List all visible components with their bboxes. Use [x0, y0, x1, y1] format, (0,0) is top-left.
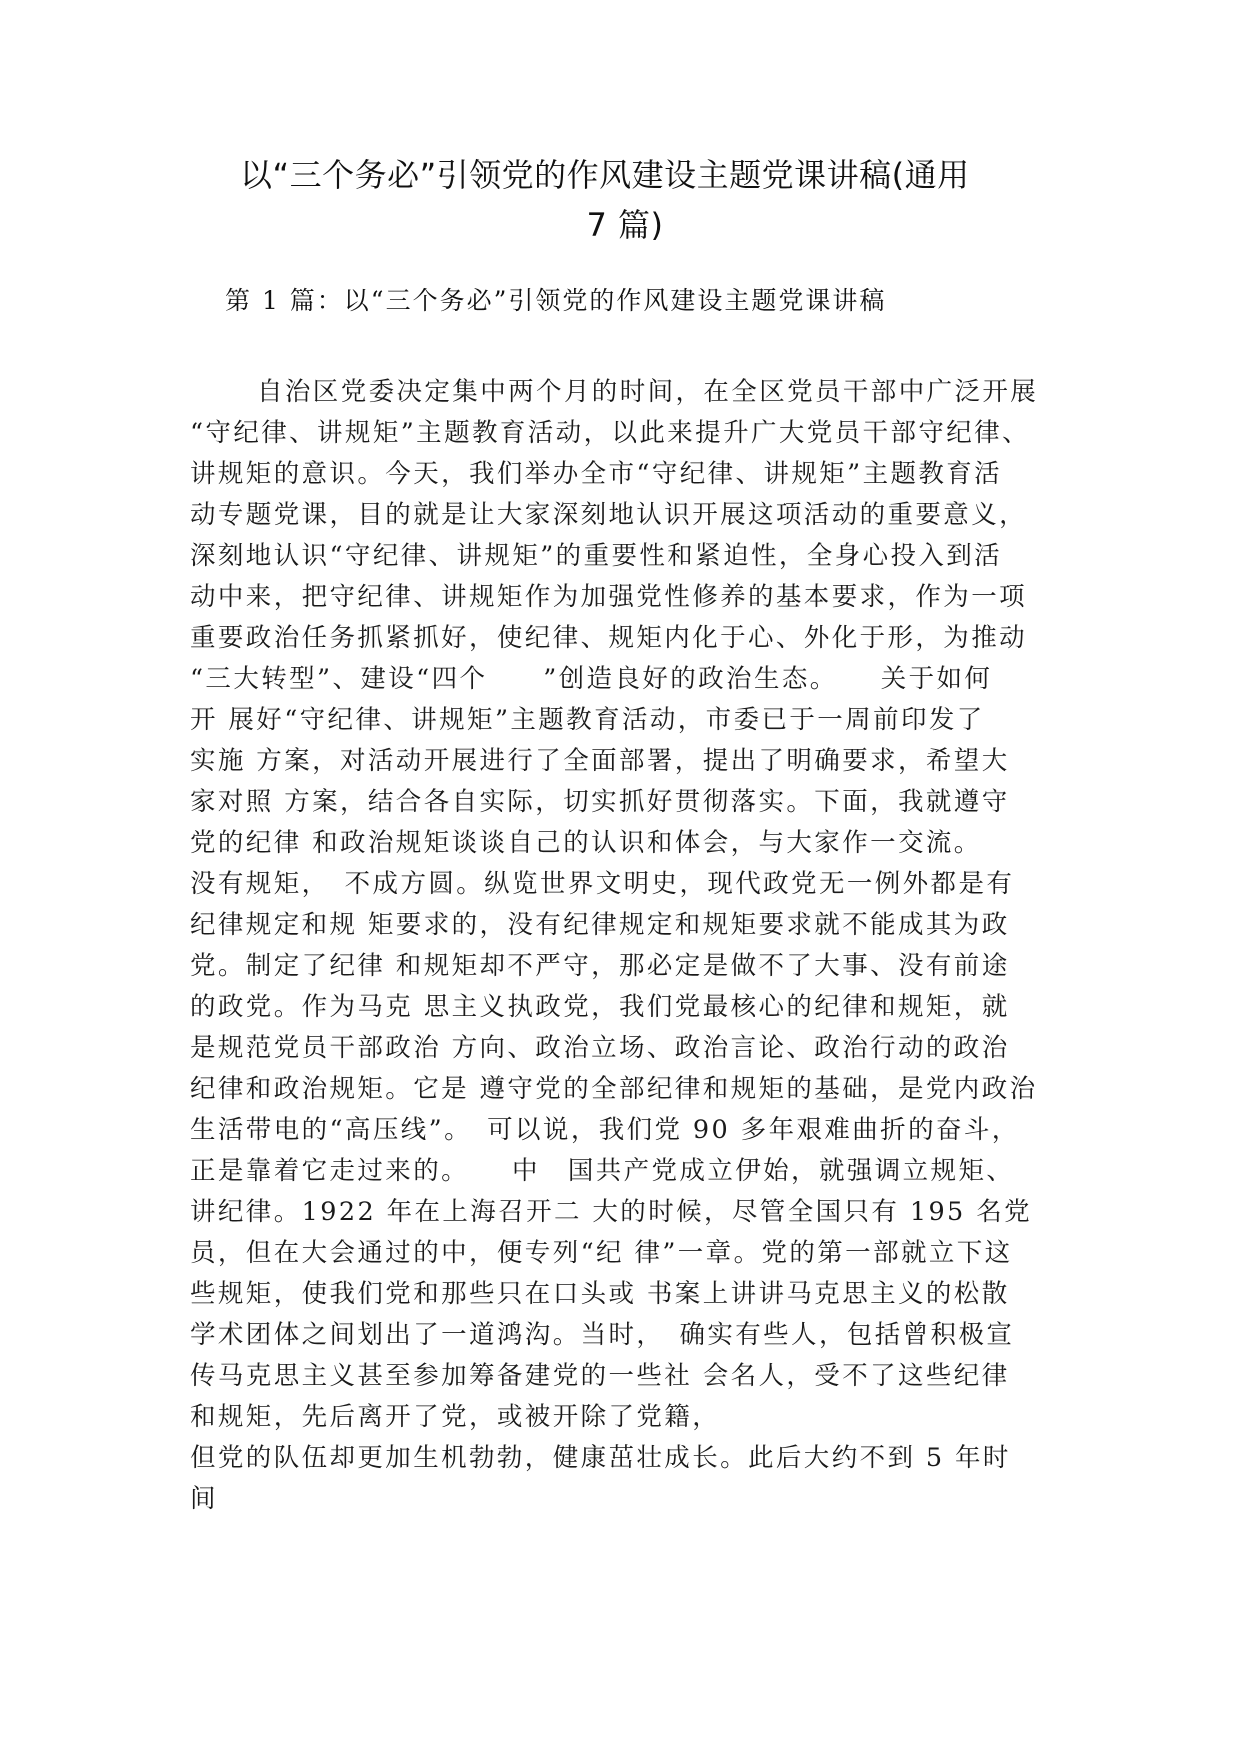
body-line: 家对照 方案，结合各自实际，切实抓好贯彻落实。下面，我就遵守 — [190, 787, 1010, 817]
body-line: 重要政治任务抓紧抓好，使纪律、规矩内化于心、外化于形，为推动 — [190, 623, 1028, 653]
body-line: 和规矩，先后离开了党，或被开除了党籍， — [190, 1402, 721, 1432]
body-line: 的政党。作为马克 思主义执政党，我们党最核心的纪律和规矩，就 — [190, 992, 1010, 1022]
body-line: 纪律和政治规矩。它是 遵守党的全部纪律和规矩的基础，是党内政治 — [190, 1074, 1038, 1104]
body-line: 学术团体之间划出了一道鸿沟。当时， 确实有些人，包括曾积极宣 — [190, 1320, 1015, 1350]
body-line: 讲规矩的意识。今天，我们举办全市“守纪律、讲规矩”主题教育活 — [190, 459, 1003, 489]
document-title — [240, 150, 1070, 250]
body-line: 纪律规定和规 矩要求的，没有纪律规定和规矩要求就不能成其为政 — [190, 910, 1010, 940]
body-line: 生活带电的“高压线”。 可以说，我们党 90 多年艰难曲折的奋斗， — [190, 1115, 1020, 1145]
body-line: 讲纪律。1922 年在上海召开二 大的时候，尽管全国只有 195 名党 — [190, 1197, 1032, 1227]
body-line: 些规矩，使我们党和那些只在口头或 书案上讲讲马克思主义的松散 — [190, 1279, 1010, 1309]
body-line: 间 — [190, 1484, 218, 1514]
body-line: 党的纪律 和政治规矩谈谈自己的认识和体会，与大家作一交流。 — [190, 828, 982, 858]
body-line: 没有规矩， 不成方圆。纵览世界文明史，现代政党无一例外都是有 — [190, 869, 1015, 899]
body-line: “守纪律、讲规矩”主题教育活动，以此来提升广大党员干部守纪律、 — [190, 418, 1030, 448]
section-heading: 第 1 篇：以“三个务必”引领党的作风建设主题党课讲稿 — [225, 286, 887, 315]
body-line: 自治区党委决定集中两个月的时间，在全区党员干部中广泛开展 — [257, 377, 1039, 407]
body-line: 但党的队伍却更加生机勃勃，健康茁壮成长。此后大约不到 5 年时 — [190, 1443, 1011, 1473]
document-title-line-1: 以“三个务必”引领党的作风建设主题党课讲稿(通用 — [240, 156, 970, 194]
body-line: 深刻地认识“守纪律、讲规矩”的重要性和紧迫性，全身心投入到活 — [190, 541, 1003, 571]
body-line: 传马克思主义甚至参加筹备建党的一些社 会名人，受不了这些纪律 — [190, 1361, 1010, 1391]
document-title-line-2: 7 篇) — [586, 206, 664, 244]
body-line: “三大转型”、建设“四个 ”创造良好的政治生态。 关于如何 — [190, 664, 993, 694]
body-line: 是规范党员干部政治 方向、政治立场、政治言论、政治行动的政治 — [190, 1033, 1010, 1063]
body-line: 开 展好“守纪律、讲规矩”主题教育活动，市委已于一周前印发了 — [190, 705, 985, 735]
body-line: 员，但在大会通过的中，便专列“纪 律”一章。党的第一部就立下这 — [190, 1238, 1013, 1268]
body-line: 党。制定了纪律 和规矩却不严守，那必定是做不了大事、没有前途 — [190, 951, 1010, 981]
body-line: 动专题党课，目的就是让大家深刻地认识开展这项活动的重要意义， — [190, 500, 1028, 530]
body-paragraph — [190, 372, 1070, 1520]
body-line: 实施 方案，对活动开展进行了全面部署，提出了明确要求，希望大 — [190, 746, 1010, 776]
body-line: 正是靠着它走过来的。 中 国共产党成立伊始，就强调立规矩、 — [190, 1156, 1015, 1186]
body-line: 动中来，把守纪律、讲规矩作为加强党性修养的基本要求，作为一项 — [190, 582, 1028, 612]
